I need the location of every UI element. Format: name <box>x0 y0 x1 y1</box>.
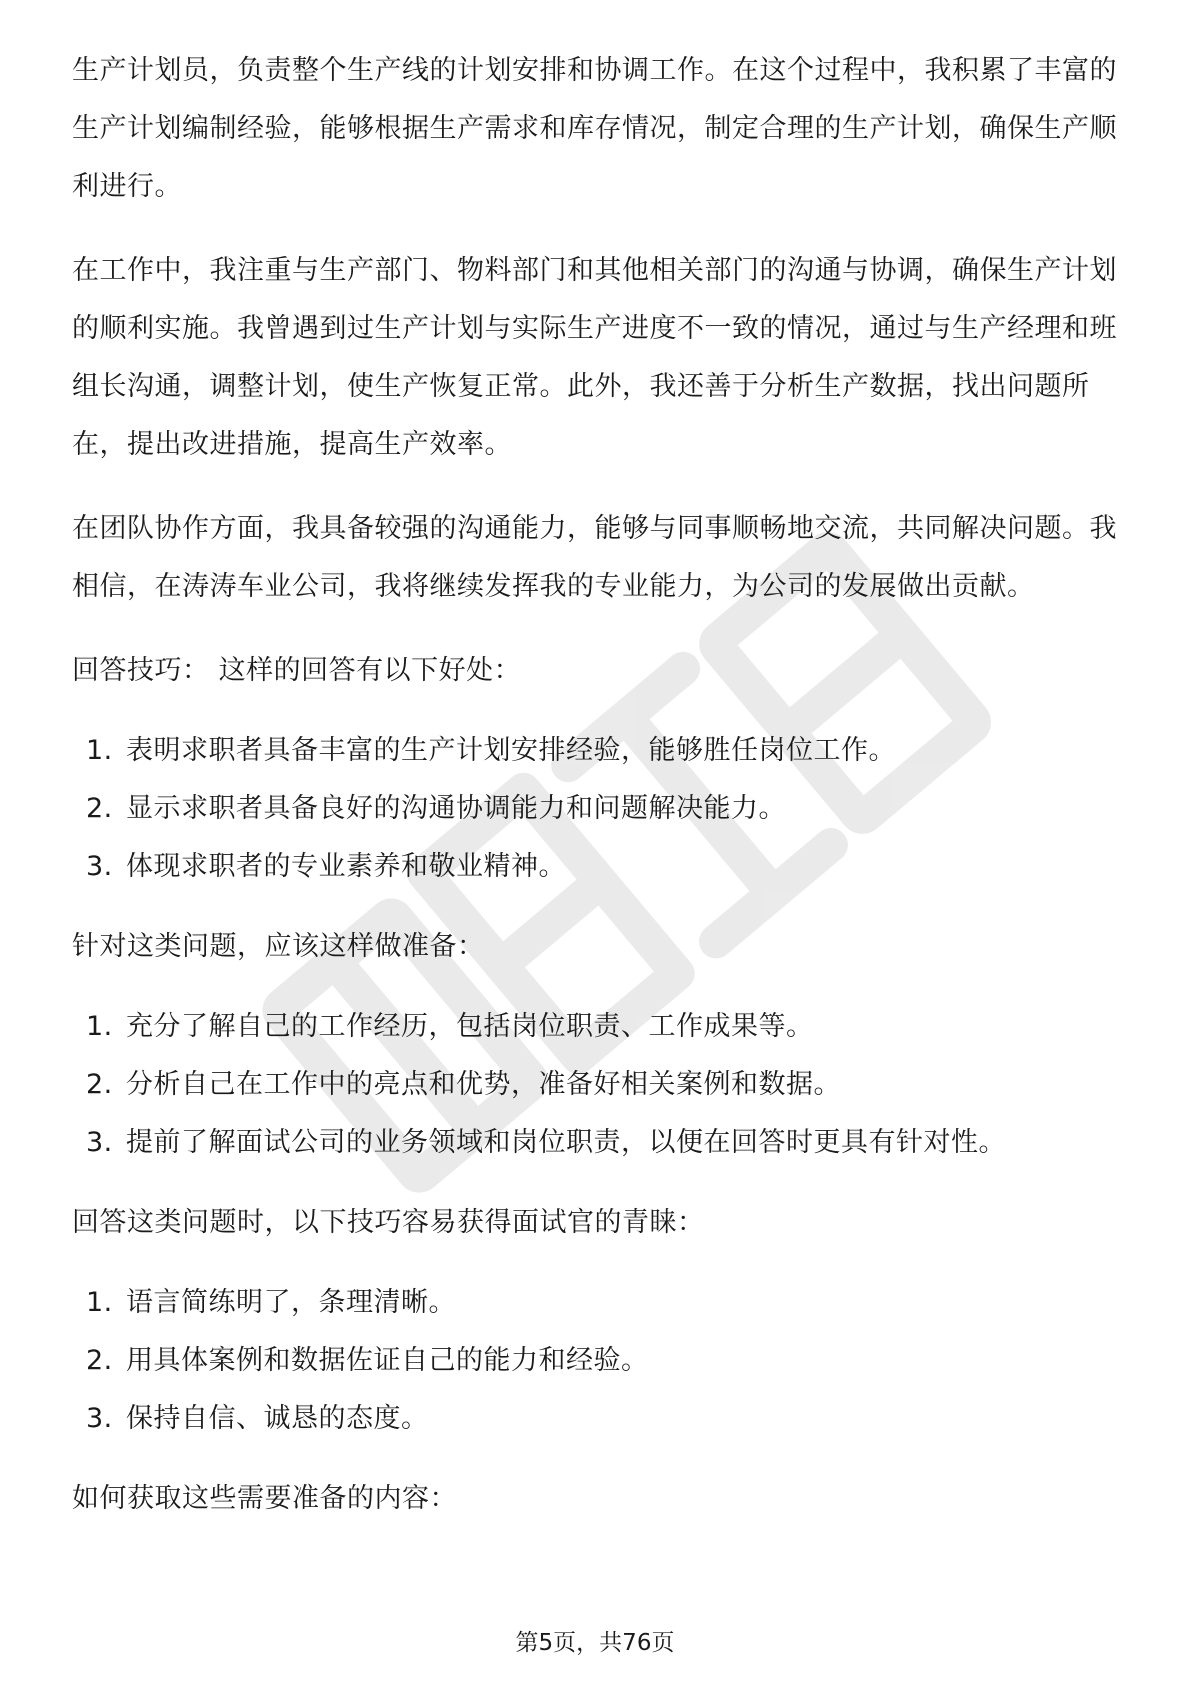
list-number: 3. <box>86 1127 113 1158</box>
list-item <box>72 1274 1122 1332</box>
paragraph-2: 在工作中，我注重与生产部门、物料部门和其他相关部门的沟通与协调，确保生产计划的顺利实施。我曾遇到过生产计划与实际生产进度不一致的情况，通过与生产经理和班组长沟通，调整计划，使生产恢复正常。此外，我还善于分析生产数据，找出问题所在，提出改进措施，提高生产效率。 <box>72 255 1117 460</box>
paragraph-3: 在团队协作方面，我具备较强的沟通能力，能够与同事顺畅地交流，共同解决问题。我相信，在涛涛车业公司，我将继续发挥我的专业能力，为公司的发展做出贡献。 <box>72 513 1117 602</box>
list-item <box>72 1332 1122 1390</box>
list-item-text: 分析自己在工作中的亮点和优势，准备好相关案例和数据。 <box>126 1069 841 1100</box>
answer-tips-list <box>72 722 1122 896</box>
list-number: 3. <box>86 1403 113 1434</box>
section-heading-obtain-content: 如何获取这些需要准备的内容： <box>72 1483 457 1514</box>
list-number: 1. <box>86 1011 113 1042</box>
interview-tips-list <box>72 1274 1122 1448</box>
list-number: 2. <box>86 1069 113 1100</box>
list-item-text: 提前了解面试公司的业务领域和岗位职责，以便在回答时更具有针对性。 <box>126 1127 1006 1158</box>
section-heading-answer-tips: 回答技巧： 这样的回答有以下好处： <box>72 655 522 686</box>
list-item-text: 用具体案例和数据佐证自己的能力和经验。 <box>126 1345 649 1376</box>
main-content <box>72 42 1122 1550</box>
list-item <box>72 722 1122 780</box>
list-number: 2. <box>86 793 113 824</box>
list-item <box>72 1114 1122 1172</box>
list-item-text: 显示求职者具备良好的沟通协调能力和问题解决能力。 <box>126 793 786 824</box>
list-item-text: 体现求职者的专业素养和敬业精神。 <box>126 851 566 882</box>
preparation-list <box>72 998 1122 1172</box>
list-item-text: 保持自信、诚恳的态度。 <box>126 1403 429 1434</box>
list-item-text: 语言简练明了，条理清晰。 <box>126 1287 456 1318</box>
list-number: 2. <box>86 1345 113 1376</box>
list-number: 1. <box>86 1287 113 1318</box>
list-item-text: 充分了解自己的工作经历，包括岗位职责、工作成果等。 <box>126 1011 814 1042</box>
section-heading-interview-tips: 回答这类问题时，以下技巧容易获得面试官的青睐： <box>72 1207 705 1238</box>
section-heading-preparation: 针对这类问题，应该这样做准备： <box>72 931 485 962</box>
list-item <box>72 838 1122 896</box>
paragraph-1: 生产计划员，负责整个生产线的计划安排和协调工作。在这个过程中，我积累了丰富的生产计划编制经验，能够根据生产需求和库存情况，制定合理的生产计划，确保生产顺利进行。 <box>72 55 1117 202</box>
list-item <box>72 1056 1122 1114</box>
list-item <box>72 1390 1122 1448</box>
page-number: 第5页，共76页 <box>515 1630 675 1656</box>
list-item <box>72 998 1122 1056</box>
list-number: 1. <box>86 735 113 766</box>
list-number: 3. <box>86 851 113 882</box>
list-item-text: 表明求职者具备丰富的生产计划安排经验，能够胜任岗位工作。 <box>126 735 896 766</box>
list-item <box>72 780 1122 838</box>
